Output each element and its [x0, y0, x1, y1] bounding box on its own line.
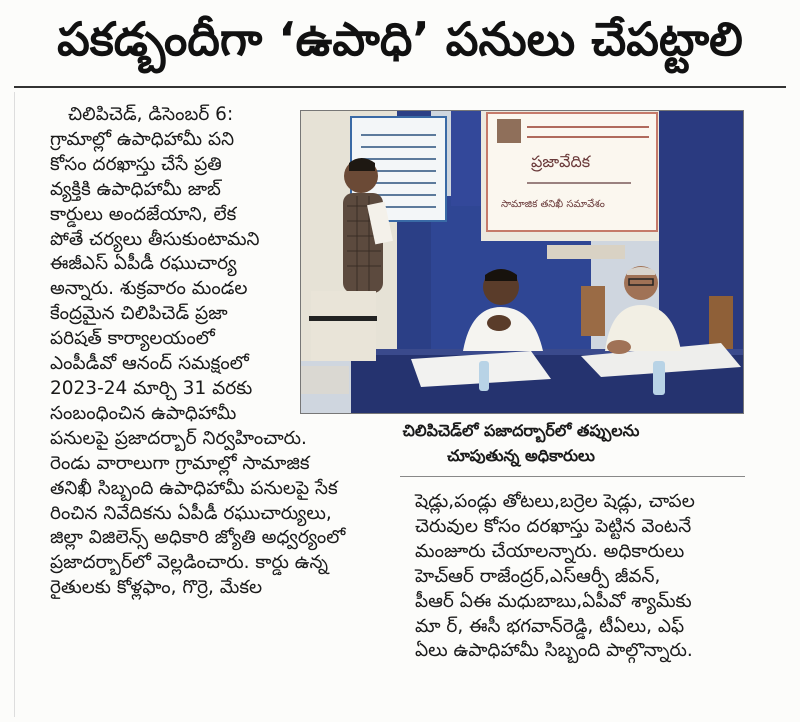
- body-line: కార్డులు అందజేయాని, లేక: [50, 203, 237, 225]
- body-line: పరిషత్ కార్యాలయంలో: [50, 328, 215, 350]
- news-photo: [300, 110, 744, 414]
- body-line: గ్రామాల్లో ఉపాధిహామీ పని: [50, 128, 235, 150]
- banner-title: ప్రజావేదిక: [531, 152, 591, 171]
- body-line: వ్యక్తికి ఉపాధిహామీ జాబ్: [50, 178, 221, 200]
- body-line: ఎంపీడీవో ఆనంద్ సమక్షంలో: [50, 353, 249, 375]
- body-line: ప్రజాదర్బార్‌లో వెల్లడించారు. కార్డు ఉన్న: [50, 552, 328, 574]
- body-line: రైతులకు కోళ్లఫాం, గొర్రె, మేకల: [50, 577, 263, 599]
- body-line: షెడ్లు,పండ్లు తోటలు,బర్రెల షెడ్లు, చాపల: [415, 491, 695, 512]
- body-line: చెరువుల కోసం దరఖాస్తు పెట్టిన వెంటనే: [415, 515, 692, 537]
- body-line: మా ర్, ఈసీ భగవాన్‌రెడ్డి, టీఏలు, ఎఫ్: [415, 615, 685, 637]
- body-line: పోతే చర్యలు తీసుకుంటామని: [50, 228, 260, 250]
- right-column: [415, 490, 755, 664]
- caption-line: చూపుతున్న అధికారులు: [447, 446, 595, 465]
- caption-divider: [400, 476, 745, 477]
- body-line: 2023-24 మార్చి 31 వరకు: [50, 377, 253, 399]
- body-line: హెచ్ఆర్ రాజేంద్రర్,ఎస్ఆర్పీ జీవన్,: [415, 565, 661, 587]
- body-line: ఏలు ఉపాధిహామీ సిబ్బంది పాల్గొన్నారు.: [415, 640, 693, 662]
- banner-subtitle: సామాజిక తనిఖీ సమావేశం: [501, 199, 605, 210]
- body-line: సంబంధించిన ఉపాధిహామీ: [50, 402, 237, 424]
- headline-rule: [14, 86, 786, 88]
- body-line: పనులపై ప్రజాదర్బార్ నిర్వహించారు.: [50, 427, 307, 449]
- body-line: పీఆర్ ఏఈ మధుబాబు,ఏపీవో శ్యామ్‌కు: [415, 590, 692, 612]
- body-line: కేంద్రమైన చిలిపిచెడ్ ప్రజా: [50, 303, 228, 325]
- body-line: మంజూరు చేయాలన్నారు. అధికారులు: [415, 540, 685, 562]
- body-line: రించిన నివేదికను ఏపీడీ రఘుచార్యులు,: [50, 502, 332, 524]
- body-line: ఈజీఎస్ ఏపీడీ రఘుచార్య: [50, 253, 237, 275]
- body-line: జిల్లా విజిలెన్స్ అధికారి జ్యోతి అధ్వర్యంలో: [50, 527, 346, 549]
- body-line: రెండు వారాలుగా గ్రామాల్లో సామాజిక: [50, 452, 310, 474]
- body-line: కోసం దరఖాస్తు చేసే ప్రతి: [50, 153, 222, 175]
- dateline: చిలిపిచెడ్, డిసెంబర్ 6:: [68, 104, 234, 125]
- page-left-edge: [14, 92, 15, 717]
- body-line: అన్నారు. శుక్రవారం మండల: [50, 278, 248, 300]
- headline: పకడ్బందీగా ‘ఉపాధి’ పనులు చేపట్టాలి: [57, 12, 743, 66]
- photo-caption: [300, 418, 742, 468]
- body-line: తనిఖీ సిబ్బంది ఉపాధిహామీ పనులపై సేక: [50, 477, 338, 499]
- caption-line: చిలిపిచెడ్‌లో పజాదర్బార్‌లో తప్పులను: [402, 421, 640, 440]
